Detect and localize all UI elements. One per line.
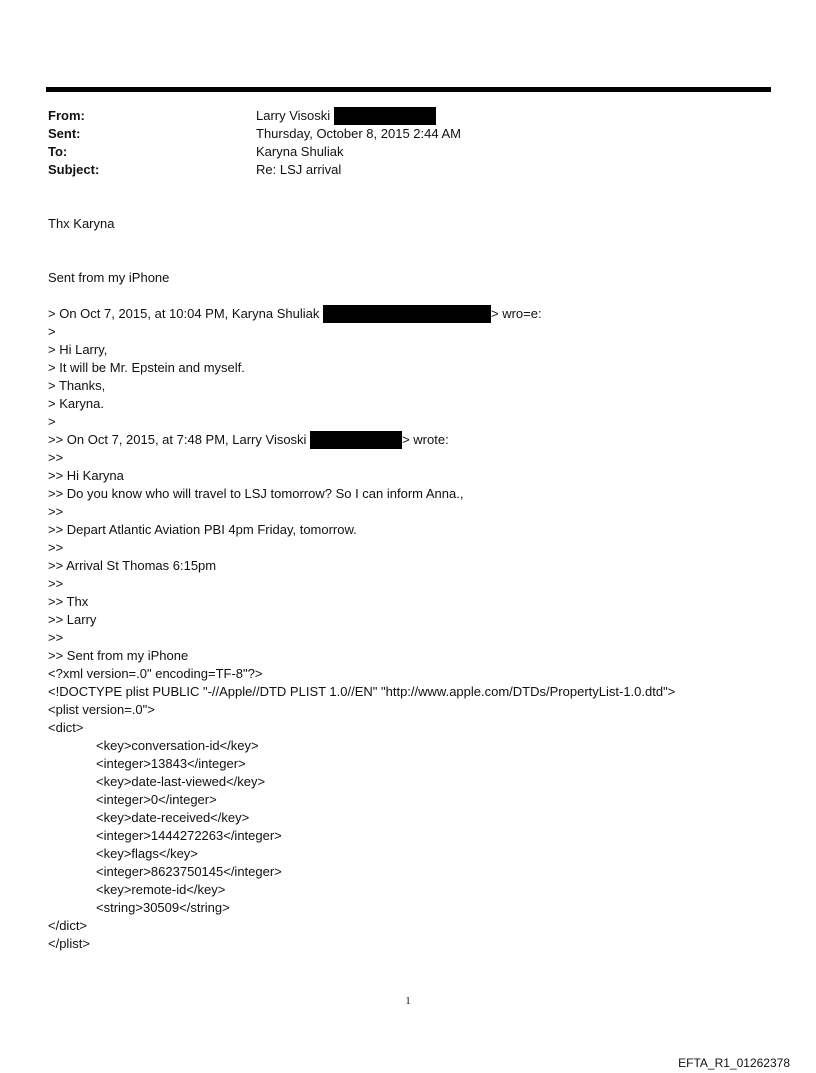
quote-line: > Thanks, <box>48 378 106 393</box>
page-number: 1 <box>405 995 411 1007</box>
quote-line: > It will be Mr. Epstein and myself. <box>48 360 245 375</box>
from-value: Larry Visoski <box>256 108 331 123</box>
quote-line: >> <box>48 576 64 591</box>
quote-line: >> Larry <box>48 612 97 627</box>
plist-line: <?xml version=.0" encoding=TF-8"?> <box>48 666 263 681</box>
plist-line: <dict> <box>48 720 84 735</box>
sent-row <box>48 125 461 143</box>
subject-label: Subject: <box>48 162 100 177</box>
quote-line: > <box>48 324 56 339</box>
sent-value: Thursday, October 8, 2015 2:44 AM <box>256 126 461 141</box>
from-row <box>48 107 461 125</box>
quote-line: >> <box>48 630 64 645</box>
from-label: From: <box>48 108 85 123</box>
quote-line: > <box>48 414 56 429</box>
sent-label: Sent: <box>48 126 81 141</box>
nested-quote-intro: >> On Oct 7, 2015, at 7:48 PM, Larry Visoski > wrote: <box>48 432 449 447</box>
quote-line: > Karyna. <box>48 396 105 411</box>
plist-line: <plist version=.0"> <box>48 702 155 717</box>
plist-line: <integer>13843</integer> <box>96 756 246 771</box>
to-label: To: <box>48 144 68 159</box>
plist-line: <key>flags</key> <box>96 846 198 861</box>
signature: Sent from my iPhone <box>48 270 170 285</box>
plist-line: <!DOCTYPE plist PUBLIC "-//Apple//DTD PLIST 1.0//EN" "http://www.apple.com/DTDs/PropertyList-1.0.dtd"> <box>48 684 676 699</box>
quote-intro: > On Oct 7, 2015, at 10:04 PM, Karyna Shuliak > wro=e: <box>48 306 542 321</box>
quote-line: >> Depart Atlantic Aviation PBI 4pm Friday, tomorrow. <box>48 522 357 537</box>
redaction-box <box>334 107 436 125</box>
quote-line: >> Hi Karyna <box>48 468 124 483</box>
quote-line: > Hi Larry, <box>48 342 108 357</box>
plist-line: <integer>1444272263</integer> <box>96 828 282 843</box>
quote-line: >> <box>48 540 64 555</box>
email-header <box>48 107 461 179</box>
quote-line: >> <box>48 450 64 465</box>
plist-line: <key>date-received</key> <box>96 810 250 825</box>
plist-line: <key>conversation-id</key> <box>96 738 259 753</box>
subject-value: Re: LSJ arrival <box>256 162 342 177</box>
redaction-box <box>323 305 491 323</box>
plist-line: <string>30509</string> <box>96 900 230 915</box>
plist-line: </dict> <box>48 918 88 933</box>
quote-line: >> Do you know who will travel to LSJ tomorrow? So I can inform Anna., <box>48 486 464 501</box>
plist-line: <key>remote-id</key> <box>96 882 226 897</box>
to-row <box>48 143 461 161</box>
subject-row <box>48 161 461 179</box>
to-value: Karyna Shuliak <box>256 144 344 159</box>
bates-number: EFTA_R1_01262378 <box>678 1056 790 1070</box>
quote-line: >> Sent from my iPhone <box>48 648 189 663</box>
greeting: Thx Karyna <box>48 216 115 231</box>
redaction-box <box>310 431 402 449</box>
plist-line: </plist> <box>48 936 90 951</box>
plist-line: <integer>0</integer> <box>96 792 217 807</box>
plist-line: <key>date-last-viewed</key> <box>96 774 266 789</box>
quote-line: >> <box>48 504 64 519</box>
quote-line: >> Arrival St Thomas 6:15pm <box>48 558 217 573</box>
plist-line: <integer>8623750145</integer> <box>96 864 282 879</box>
quote-line: >> Thx <box>48 594 89 609</box>
header-rule <box>46 87 771 92</box>
email-body <box>48 215 788 953</box>
